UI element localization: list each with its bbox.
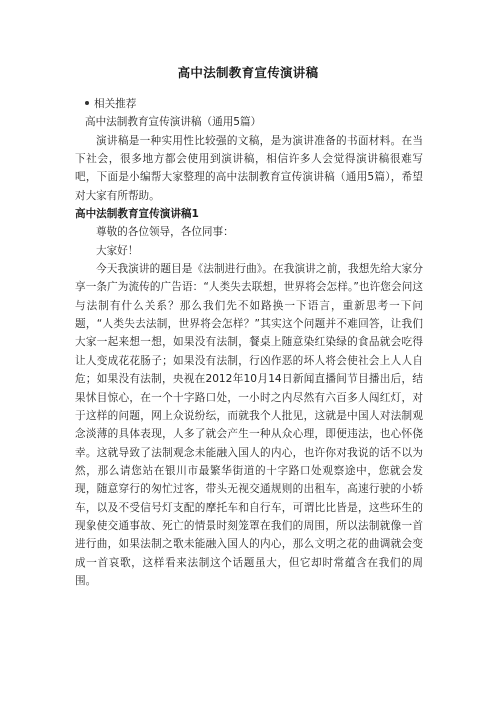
intro-paragraph: 演讲稿是一种实用性比较强的文稿，是为演讲准备的书面材料。在当下社会，很多地方都会使用到演讲稿，相信许多人会觉得演讲稿很难写吧，下面是小编帮大家整理的高中法制教育宣传演讲稿（通用5篇），希望对大家有所帮助。 xyxy=(75,134,423,202)
hello-line: 大家好！ xyxy=(96,244,139,257)
related-label[interactable]: 相关推荐 xyxy=(94,98,137,110)
document-content xyxy=(75,95,423,590)
body-paragraph: 今天我演讲的题目是《法制进行曲》。在我演讲之前，我想先给大家分享一条广为流传的广告语：“人类失去联想，世界将会怎样。”也许您会问这与法制有什么关系？那么我们先不如路换一下语言，重新思考一下问题，“人类失去法制，世界将会怎样？”其实这个问题并不难回答，让我们大家一起来想一想，如果没有法制，餐桌上随意染红染绿的食品就会吃得让人变成花花肠子；如果没有法制，行凶作恶的坏人将会使社会上人人自危；如果没有法制，央视在2012年10月14日新闻直播间节目播出后，结果怵目惊心，在一个十字路口处，一小时之内尽然有六百多人闯红灯，对于这样的问题，网上众说纷纭，而就我个人批见，这就是中国人对法制观念淡薄的具体表现，人多了就会产生一种从众心理，即便违法，也心怀侥幸。这就导致了法制观念未能融入国人的内心，也许你对我说的话不以为然，那么请您站在银川市最繁华街道的十字路口处观察途中，您就会发现，随意穿行的匆忙过客，带头无视交通规则的出租车，高速行驶的小轿车，以及不受信号灯支配的摩托车和自行车，可谓比比皆是，这些环生的现象使交通事故、死亡的情景时刻笼罩在我们的周围，所以法制就像一首进行曲，如果法制之歌未能融入国人的内心，那么文明之花的曲调就会变成一首哀歌，这样看来法制这个话题虽大，但它却时常蕴含在我们的周围。 xyxy=(75,263,423,587)
document-title: 高中法制教育宣传演讲稿 xyxy=(177,65,319,80)
greeting-line: 尊敬的各位领导，各位同事： xyxy=(96,226,234,239)
section-heading: 高中法制教育宣传演讲稿1 xyxy=(75,208,199,221)
bullet-icon xyxy=(85,101,89,105)
document-subtitle: 高中法制教育宣传演讲稿（通用5篇） xyxy=(85,116,262,129)
related-item[interactable] xyxy=(75,95,423,113)
